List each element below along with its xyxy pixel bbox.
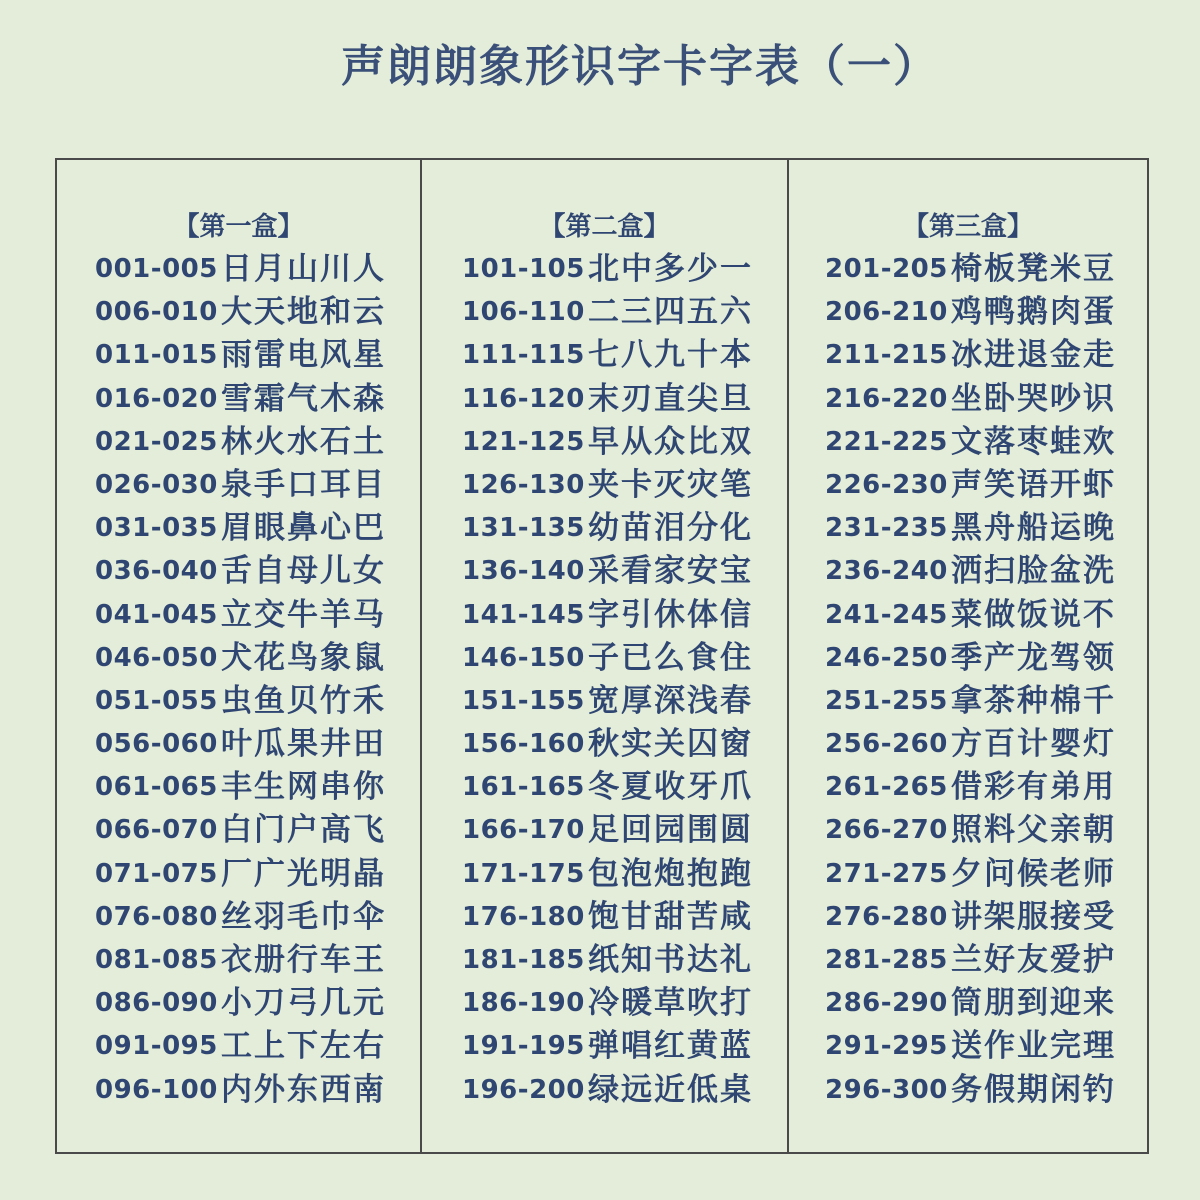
table-row — [825, 248, 1147, 291]
table-row — [95, 853, 420, 896]
table-row — [462, 896, 787, 939]
table-row — [462, 637, 787, 680]
character-group: 泉手口耳目 — [221, 466, 386, 503]
character-group: 采看家安宝 — [588, 553, 753, 590]
table-row — [462, 291, 787, 334]
range-label: 151-155 — [462, 685, 585, 716]
table-row — [95, 291, 420, 334]
range-label: 216-220 — [825, 383, 948, 414]
range-label: 056-060 — [95, 729, 218, 760]
range-label: 241-245 — [825, 599, 948, 630]
range-label: 176-180 — [462, 901, 585, 932]
character-group: 内外东西南 — [221, 1071, 386, 1108]
table-row — [462, 1069, 787, 1112]
character-group: 字引休体信 — [588, 596, 753, 633]
character-group: 宽厚深浅春 — [588, 682, 753, 719]
character-group: 虫鱼贝竹禾 — [221, 682, 386, 719]
range-label: 181-185 — [462, 945, 585, 975]
table-row — [462, 809, 787, 852]
range-label: 191-195 — [462, 1031, 585, 1062]
table-row — [825, 723, 1147, 766]
range-label: 011-015 — [95, 340, 218, 371]
range-label: 246-250 — [825, 642, 948, 673]
character-group: 叶瓜果井田 — [221, 726, 386, 763]
table-row — [825, 853, 1147, 896]
table-row — [825, 594, 1147, 637]
character-group: 声笑语开虾 — [951, 466, 1116, 503]
character-group: 七八九十本 — [588, 337, 753, 374]
table-row — [95, 550, 420, 593]
range-label: 261-265 — [825, 772, 948, 803]
character-group: 秋实关囚窗 — [588, 726, 753, 763]
table-row — [825, 507, 1147, 550]
range-label: 031-035 — [95, 513, 218, 544]
range-label: 006-010 — [95, 297, 218, 328]
table-row — [825, 939, 1147, 982]
character-group: 夕问候老师 — [951, 855, 1116, 892]
range-label: 276-280 — [825, 901, 948, 932]
range-label: 156-160 — [462, 729, 585, 760]
range-label: 076-080 — [95, 901, 218, 932]
table-row — [95, 248, 420, 291]
table-row — [95, 1069, 420, 1112]
character-table — [55, 158, 1149, 1154]
table-row — [825, 550, 1147, 593]
character-group: 衣册行车王 — [221, 942, 386, 978]
character-group: 足回园围圆 — [588, 812, 753, 849]
character-group: 方百计婴灯 — [951, 726, 1116, 763]
character-group: 饱甘甜苦咸 — [588, 898, 753, 935]
range-label: 111-115 — [462, 340, 585, 371]
range-label: 251-255 — [825, 685, 948, 716]
character-group: 丰生网串你 — [221, 769, 386, 806]
range-label: 046-050 — [95, 642, 218, 673]
row-list — [462, 248, 787, 1112]
range-label: 116-120 — [462, 383, 585, 414]
range-label: 296-300 — [825, 1074, 948, 1105]
character-group: 鸡鸭鹅肉蛋 — [951, 294, 1116, 331]
character-group: 包泡炮抱跑 — [588, 855, 753, 892]
table-row — [462, 507, 787, 550]
range-label: 281-285 — [825, 945, 948, 975]
range-label: 021-025 — [95, 426, 218, 457]
character-group: 文落枣蛙欢 — [951, 423, 1116, 460]
range-label: 106-110 — [462, 297, 585, 328]
range-label: 266-270 — [825, 815, 948, 846]
character-group: 绿远近低桌 — [588, 1071, 753, 1108]
range-label: 286-290 — [825, 988, 948, 1019]
character-group: 照料父亲朝 — [951, 812, 1116, 849]
range-label: 026-030 — [95, 469, 218, 500]
character-group: 日月山川人 — [221, 251, 386, 287]
range-label: 231-235 — [825, 513, 948, 544]
range-label: 206-210 — [825, 297, 948, 328]
table-row — [95, 421, 420, 464]
character-group: 白门户高飞 — [221, 812, 386, 849]
character-group: 洒扫脸盆洗 — [951, 553, 1116, 590]
table-row — [95, 464, 420, 507]
table-row — [462, 464, 787, 507]
range-label: 291-295 — [825, 1031, 948, 1062]
table-row — [95, 507, 420, 550]
character-group: 犬花鸟象鼠 — [221, 639, 386, 676]
character-group: 早从众比双 — [588, 423, 753, 460]
table-row — [825, 637, 1147, 680]
table-row — [462, 594, 787, 637]
range-label: 126-130 — [462, 469, 585, 500]
table-row — [95, 378, 420, 421]
range-label: 186-190 — [462, 988, 585, 1019]
range-label: 101-105 — [462, 254, 585, 284]
table-row — [462, 939, 787, 982]
character-group: 北中多少一 — [588, 251, 753, 287]
table-row — [462, 421, 787, 464]
character-group: 纸知书达礼 — [588, 942, 753, 978]
table-row — [825, 680, 1147, 723]
range-label: 221-225 — [825, 426, 948, 457]
row-list — [825, 248, 1147, 1112]
range-label: 271-275 — [825, 858, 948, 889]
table-row — [95, 334, 420, 377]
character-group: 厂广光明晶 — [221, 855, 386, 892]
character-group: 冬夏收牙爪 — [588, 769, 753, 806]
character-group: 立交牛羊马 — [221, 596, 386, 633]
table-row — [462, 378, 787, 421]
range-label: 001-005 — [95, 254, 218, 284]
range-label: 136-140 — [462, 556, 585, 587]
range-label: 016-020 — [95, 383, 218, 414]
table-row — [462, 766, 787, 809]
character-group: 幼苗泪分化 — [588, 510, 753, 547]
range-label: 166-170 — [462, 815, 585, 846]
character-group: 筒朋到迎来 — [951, 985, 1116, 1022]
character-group: 子已么食住 — [588, 639, 753, 676]
range-label: 066-070 — [95, 815, 218, 846]
character-group: 坐卧哭吵识 — [951, 380, 1116, 417]
table-row — [462, 1025, 787, 1068]
table-row — [95, 680, 420, 723]
character-group: 雨雷电风星 — [221, 337, 386, 374]
range-label: 036-040 — [95, 556, 218, 587]
character-group: 舌自母儿女 — [221, 553, 386, 590]
range-label: 096-100 — [95, 1074, 218, 1105]
character-group: 送作业完理 — [951, 1028, 1116, 1065]
range-label: 051-055 — [95, 685, 218, 716]
box-column-1 — [57, 160, 422, 1152]
table-row — [95, 896, 420, 939]
table-row — [825, 291, 1147, 334]
character-group: 小刀弓几元 — [221, 985, 386, 1022]
range-label: 121-125 — [462, 426, 585, 457]
box-heading: 【第一盒】 — [173, 212, 304, 242]
character-group: 拿茶种棉千 — [951, 682, 1116, 719]
table-row — [825, 334, 1147, 377]
table-row — [825, 421, 1147, 464]
table-row — [825, 1025, 1147, 1068]
table-row — [95, 723, 420, 766]
character-group: 二三四五六 — [588, 294, 753, 331]
character-group: 末刃直尖旦 — [588, 380, 753, 417]
table-row — [825, 982, 1147, 1025]
character-group: 林火水石土 — [221, 423, 386, 460]
table-row — [95, 594, 420, 637]
character-group: 兰好友爱护 — [951, 942, 1116, 978]
character-group: 务假期闲钓 — [951, 1071, 1116, 1108]
table-row — [462, 680, 787, 723]
table-row — [462, 723, 787, 766]
character-group: 夹卡灭灾笔 — [588, 466, 753, 503]
table-row — [462, 248, 787, 291]
page-title: 声朗朗象形识字卡字表（一） — [341, 41, 939, 92]
range-label: 196-200 — [462, 1074, 585, 1105]
range-label: 256-260 — [825, 729, 948, 760]
range-label: 211-215 — [825, 340, 948, 371]
table-row — [95, 637, 420, 680]
range-label: 146-150 — [462, 642, 585, 673]
character-group: 丝羽毛巾伞 — [221, 898, 386, 935]
table-row — [462, 982, 787, 1025]
range-label: 071-075 — [95, 858, 218, 889]
character-group: 大天地和云 — [221, 294, 386, 331]
table-row — [825, 896, 1147, 939]
row-list — [95, 248, 420, 1112]
range-label: 131-135 — [462, 513, 585, 544]
table-row — [95, 939, 420, 982]
table-row — [95, 1025, 420, 1068]
character-group: 眉眼鼻心巴 — [221, 510, 386, 547]
range-label: 171-175 — [462, 858, 585, 889]
character-group: 菜做饭说不 — [951, 596, 1116, 633]
range-label: 236-240 — [825, 556, 948, 587]
character-group: 讲架服接受 — [951, 898, 1116, 935]
table-row — [825, 766, 1147, 809]
range-label: 226-230 — [825, 469, 948, 500]
box-heading: 【第二盒】 — [539, 212, 670, 242]
character-group: 季产龙驾领 — [951, 639, 1116, 676]
character-group: 冷暖草吹打 — [588, 985, 753, 1022]
character-group: 冰进退金走 — [951, 337, 1116, 374]
character-group: 雪霜气木森 — [221, 380, 386, 417]
table-row — [462, 334, 787, 377]
table-row — [95, 809, 420, 852]
table-row — [95, 766, 420, 809]
table-row — [95, 982, 420, 1025]
box-column-2 — [422, 160, 789, 1152]
table-row — [462, 853, 787, 896]
table-row — [825, 809, 1147, 852]
range-label: 041-045 — [95, 599, 218, 630]
range-label: 061-065 — [95, 772, 218, 803]
character-group: 椅板凳米豆 — [951, 251, 1116, 287]
table-row — [825, 1069, 1147, 1112]
character-group: 工上下左右 — [221, 1028, 386, 1065]
range-label: 086-090 — [95, 988, 218, 1019]
character-group: 借彩有弟用 — [951, 769, 1116, 806]
range-label: 091-095 — [95, 1031, 218, 1062]
range-label: 141-145 — [462, 599, 585, 630]
table-row — [462, 550, 787, 593]
box-column-3 — [789, 160, 1147, 1152]
range-label: 161-165 — [462, 772, 585, 803]
range-label: 081-085 — [95, 945, 218, 975]
table-row — [825, 378, 1147, 421]
character-group: 弹唱红黄蓝 — [588, 1028, 753, 1065]
range-label: 201-205 — [825, 254, 948, 284]
table-row — [825, 464, 1147, 507]
box-heading: 【第三盒】 — [902, 212, 1033, 242]
character-group: 黑舟船运晚 — [951, 510, 1116, 547]
